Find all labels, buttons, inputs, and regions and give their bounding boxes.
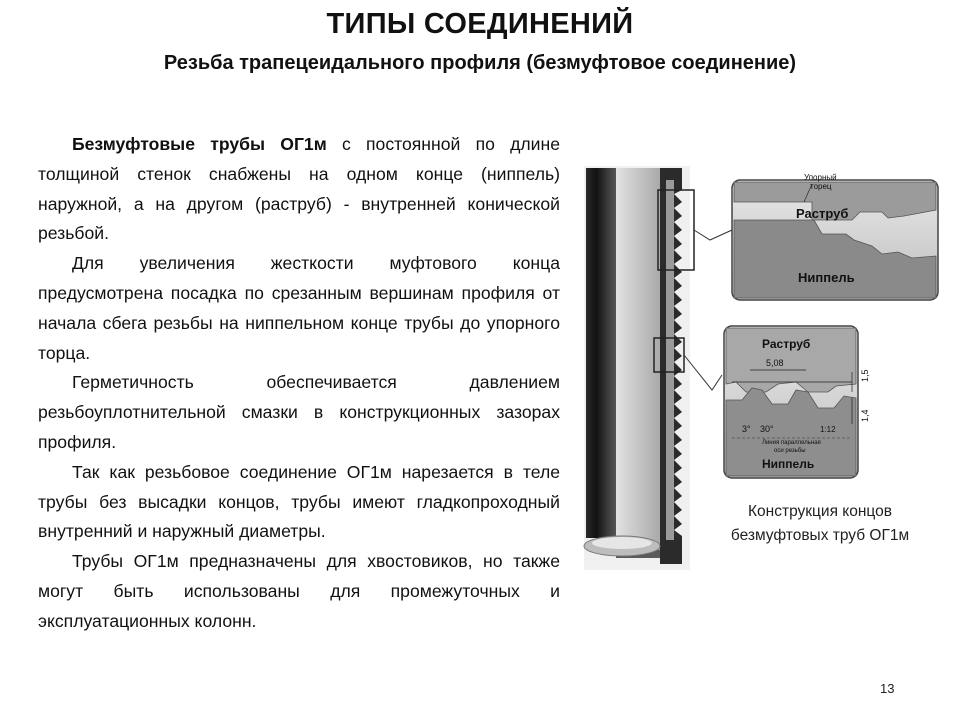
paragraph-5: Трубы ОГ1м предназначены для хвостовиков, но также могут быть использованы для промежуточных и эксплуатационных колонн. [38,551,560,631]
label-rastrub-top: Раструб [796,206,849,221]
paragraph-1-bold: Безмуфтовые трубы ОГ1м [72,134,327,154]
top-inset [732,173,938,300]
caption-line-2: безмуфтовых труб ОГ1м [730,527,910,544]
label-nippel-bottom: Ниппель [762,457,815,471]
axis-note-1: Линия параллельная [762,440,821,446]
label-rastrub-bottom: Раструб [762,337,811,351]
page-subtitle: Резьба трапецеидального профиля (безмуфтовое соединение) [163,52,797,74]
taper-ratio: 1:12 [820,425,836,434]
pipe-section [584,166,690,570]
caption-line-1: Конструкция концов [748,503,892,520]
axis-note-2: оси резьбы [774,448,806,454]
angle-30: 30° [760,424,774,434]
paragraph-1-rest: с постоянной по длине толщиной стенок снабжены на одном конце (ниппель) наружной, а на другом (раструб) - внутренней конической резьбой. [38,134,560,244]
paragraph-3: Герметичность обеспечивается давлением резьбоуплотнительной смазки в конструкционных зазорах профиля. [38,372,560,452]
label-nippel-top: Ниппель [798,270,855,285]
paragraph-2: Для увеличения жесткости муфтового конца предусмотрена посадка по срезанным вершинам профиля от начала сбега резьбы на ниппельном конце трубы до упорного торца. [38,253,560,363]
dim-depth: 1,4 [860,409,870,422]
body-text [38,130,560,637]
angle-3: 3° [742,424,751,434]
page-number: 13 [880,681,895,696]
dim-height: 1,5 [860,369,870,382]
paragraph-4: Так как резьбовое соединение ОГ1м нарезается в теле трубы без высадки концов, трубы имеют гладкопроходный внутренний и наружный диаметры. [38,461,560,542]
paragraph-1 [38,130,560,249]
label-upor-1: Упорный [804,173,837,182]
figure-caption [700,500,940,548]
leader-line-top [694,230,732,240]
dim-pitch: 5,08 [766,358,784,368]
label-upor-2: торец [810,182,832,191]
page-title: ТИПЫ СОЕДИНЕНИЙ [326,8,634,40]
bottom-inset [724,326,870,478]
